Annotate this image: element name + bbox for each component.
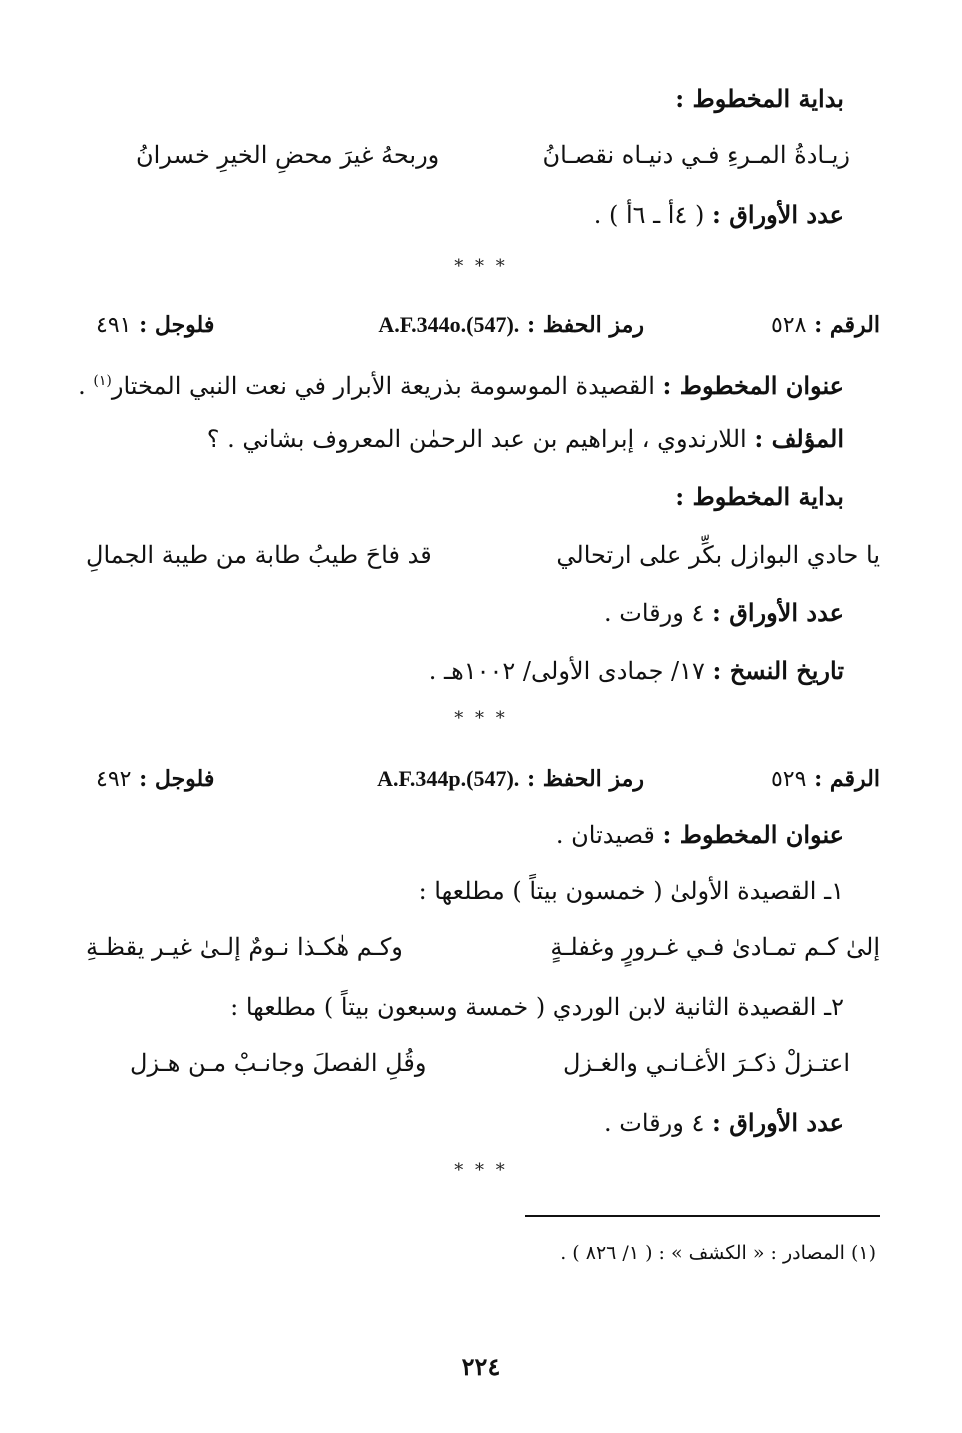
folios-value: ٤ ورقات . xyxy=(604,599,705,627)
folios-line xyxy=(594,198,844,232)
shelf-value: A.F.344o.(547). xyxy=(378,312,520,337)
flugel-label: فلوجل : xyxy=(139,766,215,792)
poem1-heading: ١ـ القصيدة الأولىٰ ( خمسون بيتاً ) مطلعها : xyxy=(418,877,844,905)
footnote: (١) المصادر : « الكشف » : ( ١/ ٨٢٦ ) . xyxy=(560,1242,876,1264)
folios-label: عدد الأوراق : xyxy=(712,598,844,627)
folios-line xyxy=(604,1106,844,1140)
verse-hemistich-left: وكـم هٰكـذا نـومٌ إلـىٰ غيـر يقظـةِ xyxy=(86,933,403,961)
folios-label: عدد الأوراق : xyxy=(712,200,844,229)
footnote-ref: (١) xyxy=(93,373,112,389)
folios-label: عدد الأوراق : xyxy=(712,1108,844,1137)
copy-date-value: ١٧/ جمادى الأولى/ ١٠٠٢هـ . xyxy=(428,657,705,685)
title-line xyxy=(556,818,844,852)
entry-number xyxy=(771,762,880,797)
author-line xyxy=(207,422,844,456)
verse-hemistich-right: اعتـزلْ ذكـرَ الأغـانـي والغـزل xyxy=(562,1049,850,1077)
shelf-label: رمز الحفظ : xyxy=(526,312,644,338)
author-value: اللارندوي ، إبراهيم بن عبد الرحمٰن المعروف بشاني . ؟ xyxy=(206,425,747,453)
author-label: المؤلف : xyxy=(754,424,844,453)
title-end: . xyxy=(78,372,94,400)
folios-value: ٤ ورقات . xyxy=(604,1109,705,1137)
title-label: عنوان المخطوط : xyxy=(662,371,844,400)
flugel-number xyxy=(96,762,214,797)
verse-hemistich-right: إلىٰ كـم تمـادىٰ فـي غـرورٍ وغفلـةٍ xyxy=(550,933,880,961)
start-label: بداية المخطوط : xyxy=(675,482,844,511)
number-value: ٥٢٩ xyxy=(770,767,807,792)
flugel-value: ٤٩١ xyxy=(96,313,132,338)
title-value: قصيدتان . xyxy=(555,821,655,849)
shelf-mark xyxy=(378,308,644,342)
verse-hemistich-left: وربحهُ غيرَ محضِ الخيرِ خسرانُ xyxy=(136,141,440,169)
folios-line xyxy=(604,596,844,630)
start-label: بداية المخطوط : xyxy=(675,84,844,113)
copy-date-line xyxy=(429,654,844,688)
verse-hemistich-left: وقُلِ الفصلَ وجانـبْ مـن هـزل xyxy=(130,1049,427,1077)
flugel-number xyxy=(96,308,214,343)
copy-date-label: تاريخ النسخ : xyxy=(712,656,844,685)
entry-number xyxy=(771,308,880,343)
verse-hemistich-right: زيـادةُ المـرءِ فـي دنيـاه نقصـانُ xyxy=(542,141,850,169)
section-divider: * * * xyxy=(454,256,508,277)
title-line xyxy=(78,364,844,403)
flugel-label: فلوجل : xyxy=(139,312,215,338)
footnote-rule xyxy=(525,1215,880,1217)
shelf-value: A.F.344p.(547). xyxy=(377,766,520,791)
folios-value: ( ٤أ ـ ٦أ ) . xyxy=(593,201,705,229)
verse-hemistich-left: قد فاحَ طيبُ طابة من طيبة الجمالِ xyxy=(86,541,432,569)
title-label: عنوان المخطوط : xyxy=(662,820,844,849)
shelf-label: رمز الحفظ : xyxy=(526,766,644,792)
number-label: الرقم : xyxy=(814,766,880,792)
verse-hemistich-right: يا حادي البوازل بكِّر على ارتحالي xyxy=(556,541,880,569)
number-label: الرقم : xyxy=(814,312,880,338)
poem2-heading: ٢ـ القصيدة الثانية لابن الوردي ( خمسة وسبعون بيتاً ) مطلعها : xyxy=(230,993,844,1021)
section-divider: * * * xyxy=(454,1160,508,1181)
number-value: ٥٢٨ xyxy=(770,313,807,338)
page-number: ٢٢٤ xyxy=(461,1352,501,1381)
title-value: القصيدة الموسومة بذريعة الأبرار في نعت النبي المختار xyxy=(111,372,655,400)
shelf-mark xyxy=(377,762,644,796)
flugel-value: ٤٩٢ xyxy=(96,767,132,792)
section-divider: * * * xyxy=(454,708,508,729)
